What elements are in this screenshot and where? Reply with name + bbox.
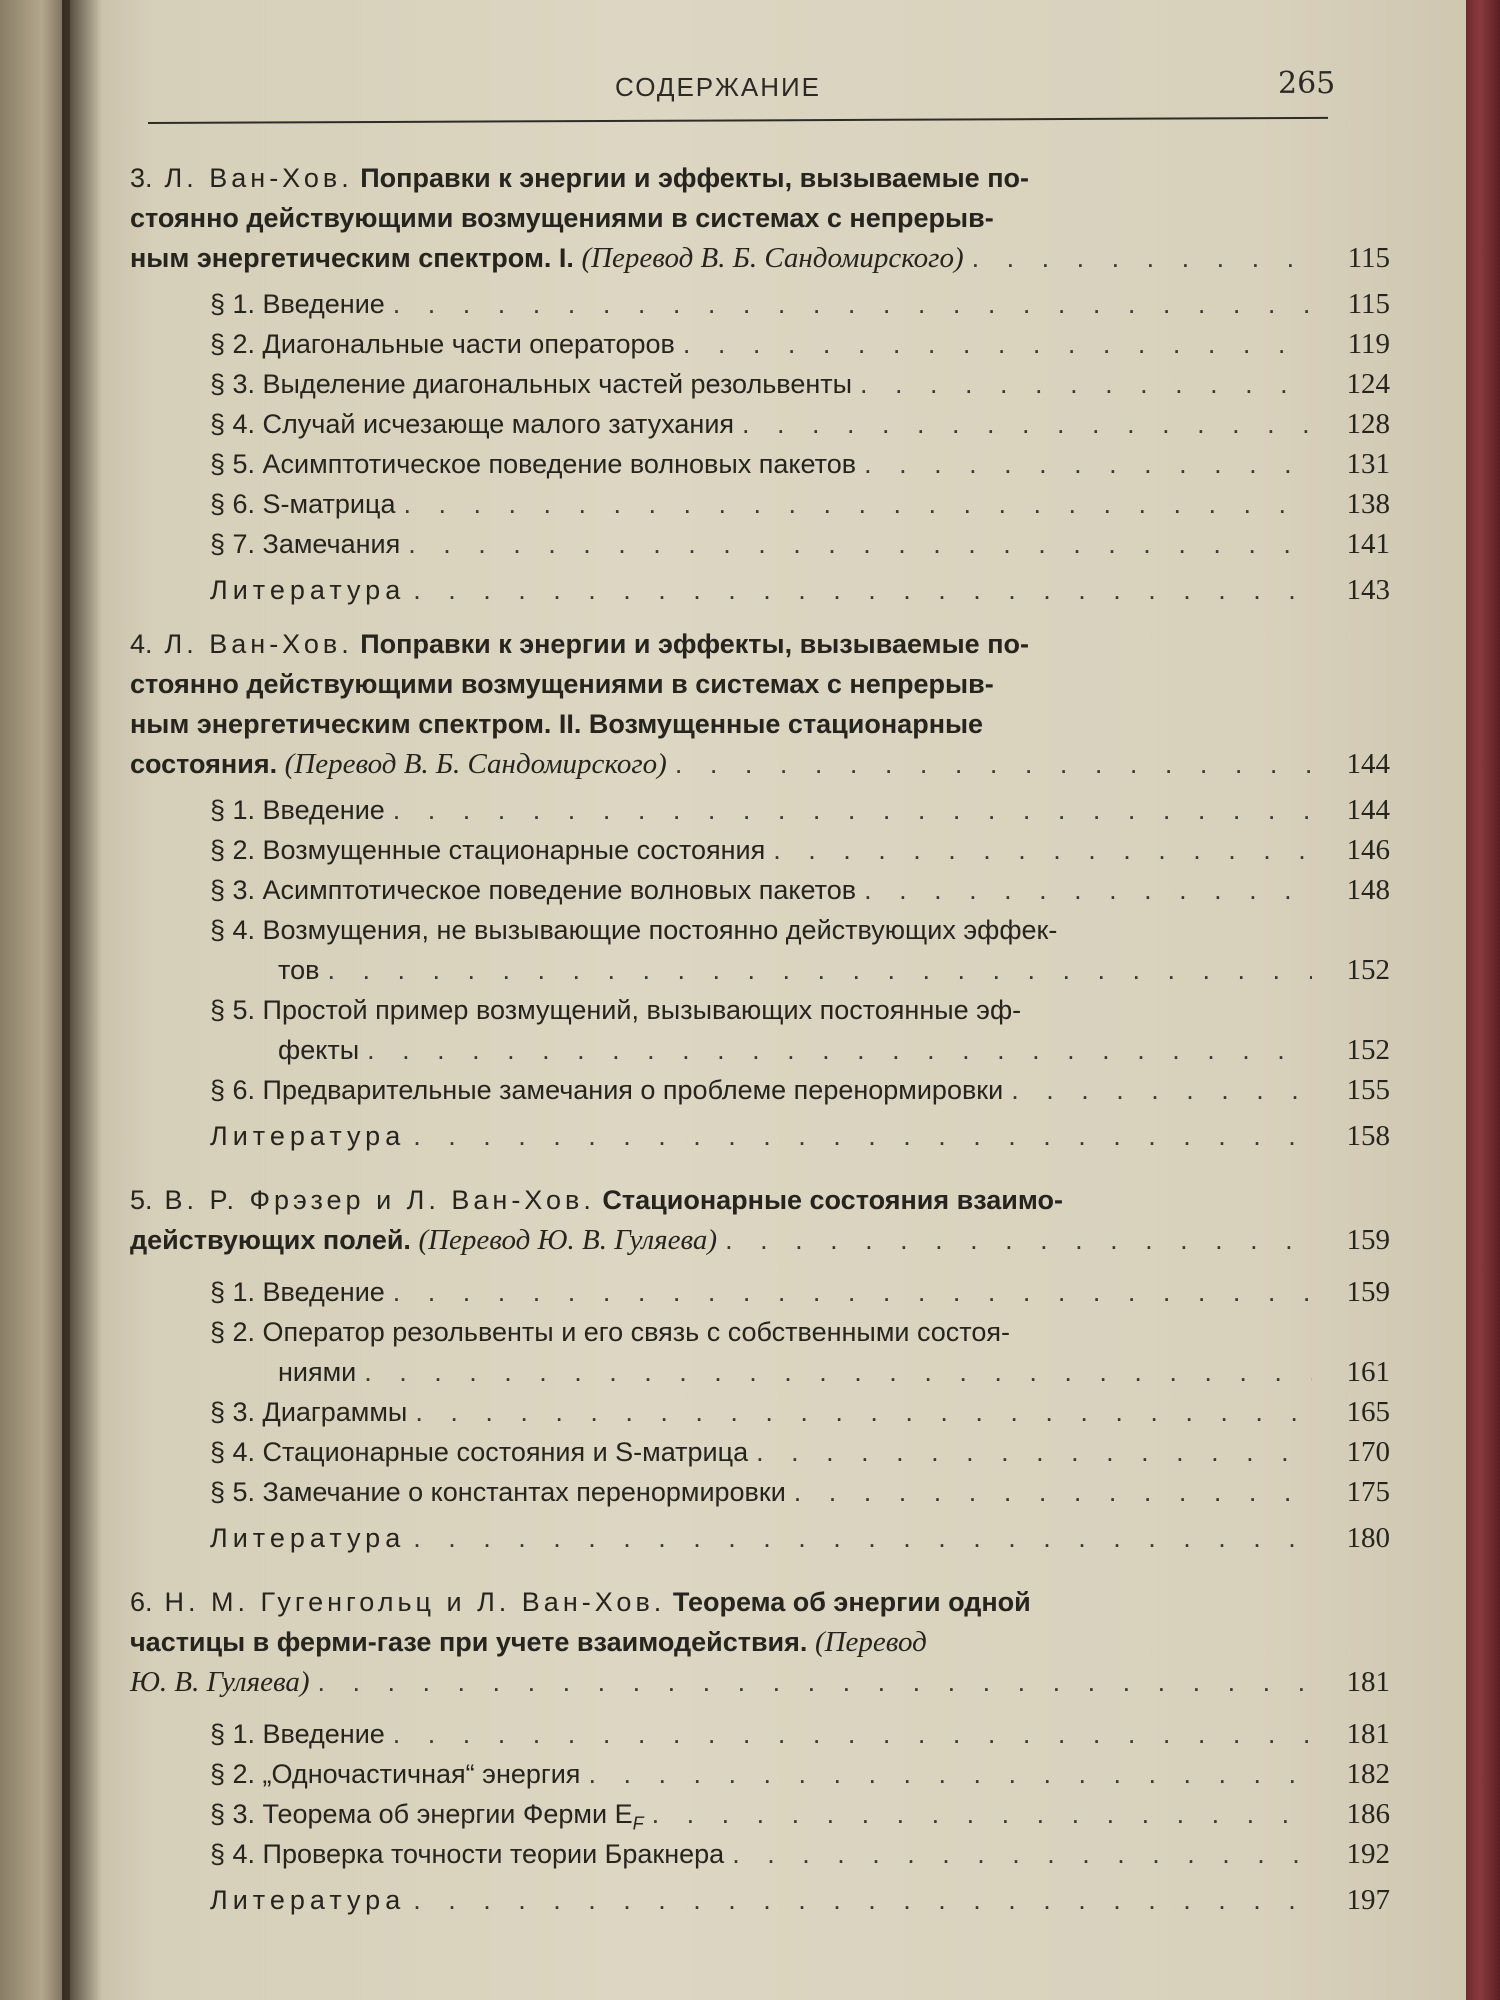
leader-dots (860, 364, 1312, 404)
section-label: § 3. Теорема об энергии Ферми $E_F$ (210, 1799, 644, 1834)
section-page: 175 (1346, 1476, 1390, 1508)
section-item (210, 910, 1390, 990)
toc-entry-5 (130, 1180, 1390, 1558)
section-label: § 3. Выделение диагональных частей резольвенты (210, 369, 853, 399)
section-list (210, 790, 1390, 1110)
leader-dots (413, 570, 1312, 610)
table-of-contents (130, 158, 1390, 1934)
entry-page: 159 (1346, 1224, 1390, 1256)
leader-dots (318, 1662, 1312, 1702)
section-page: 148 (1346, 874, 1390, 906)
entry-title (130, 158, 1390, 278)
section-label: § 1. Введение (210, 289, 385, 319)
left-page-edge (0, 0, 70, 2000)
toc-entry-4 (130, 624, 1390, 1156)
section-page: 124 (1346, 368, 1390, 400)
leader-dots (393, 284, 1312, 324)
section-label: § 4. Стационарные состояния и S-матрица (210, 1437, 749, 1467)
section-page: 182 (1346, 1758, 1390, 1790)
entry-author: Н. М. Гугенгольц и Л. Ван-Хов. (164, 1587, 666, 1617)
section-page: 155 (1346, 1074, 1390, 1106)
section-item (210, 444, 1390, 484)
section-label: § 2. Оператор резольвенты и его связь с собственными состоя- (210, 1317, 1010, 1347)
entry-author: Л. Ван-Хов. (164, 629, 353, 659)
entry-author: В. Р. Фрэзер и Л. Ван-Хов. (164, 1185, 595, 1215)
section-item (210, 830, 1390, 870)
literature-item (210, 1518, 1390, 1558)
entry-title-line: Поправки к энергии и эффекты, вызываемые по- (360, 629, 1029, 659)
section-page: 144 (1346, 794, 1390, 826)
leader-dots (683, 324, 1312, 364)
section-list (210, 284, 1390, 564)
section-page: 159 (1346, 1276, 1390, 1308)
section-item (210, 404, 1390, 444)
section-item (210, 790, 1390, 830)
section-label: § 4. Возмущения, не вызывающие постоянно действующих эффек- (210, 915, 1058, 945)
section-page: 161 (1346, 1356, 1390, 1388)
section-item (210, 1754, 1390, 1794)
entry-title-line: Поправки к энергии и эффекты, вызываемые по- (360, 163, 1029, 193)
section-label: § 6. Предварительные замечания о проблеме перенормировки (210, 1075, 1004, 1105)
section-label: § 5. Замечание о константах перенормировки (210, 1477, 786, 1507)
literature-page: 158 (1346, 1120, 1390, 1152)
leader-dots (413, 1880, 1312, 1920)
entry-title-line: стоянно действующими возмущениями в системах с непрерыв- (130, 669, 994, 699)
entry-title-line: стоянно действующими возмущениями в системах с непрерыв- (130, 203, 994, 233)
leader-dots (864, 444, 1312, 484)
literature-page: 180 (1346, 1522, 1390, 1554)
section-item (210, 1272, 1390, 1312)
section-label-cont: фекты (278, 1035, 360, 1065)
section-page: 186 (1346, 1798, 1390, 1830)
entry-number: 3. (130, 163, 153, 193)
page-number: 265 (1278, 66, 1336, 101)
literature-item (210, 570, 1390, 610)
section-page: 115 (1347, 288, 1390, 320)
section-item (210, 1392, 1390, 1432)
section-label-cont: тов (278, 955, 320, 985)
section-page: 119 (1347, 328, 1390, 360)
leader-dots (588, 1754, 1312, 1794)
leader-dots (652, 1794, 1312, 1834)
entry-title (130, 1582, 1390, 1702)
leader-dots (413, 1518, 1312, 1558)
entry-translator: Ю. В. Гуляева) (130, 1666, 310, 1698)
entry-author: Л. Ван-Хов. (164, 163, 353, 193)
literature-item (210, 1880, 1390, 1920)
section-item (210, 1794, 1390, 1834)
section-label: § 5. Асимптотическое поведение волновых пакетов (210, 449, 857, 479)
entry-number: 4. (130, 629, 153, 659)
literature-label: Литература (210, 1523, 406, 1553)
entry-number: 6. (130, 1587, 153, 1617)
section-page: 152 (1346, 954, 1390, 986)
section-page: 128 (1346, 408, 1390, 440)
section-page: 131 (1346, 448, 1390, 480)
leader-dots (732, 1834, 1312, 1874)
entry-title-line: ным энергетическим спектром. II. Возмущенные стационарные (130, 709, 984, 739)
section-item (210, 870, 1390, 910)
section-page: 165 (1346, 1396, 1390, 1428)
literature-label: Литература (210, 575, 406, 605)
leader-dots (403, 484, 1312, 524)
section-label-cont: ниями (278, 1357, 357, 1387)
entry-title-line: ным энергетическим спектром. I. (130, 243, 574, 273)
section-label: § 1. Введение (210, 795, 385, 825)
section-item (210, 1312, 1390, 1392)
leader-dots (364, 1352, 1312, 1392)
leader-dots (742, 404, 1312, 444)
section-page: 138 (1346, 488, 1390, 520)
leader-dots (794, 1472, 1312, 1512)
section-item (210, 484, 1390, 524)
section-item (210, 1714, 1390, 1754)
leader-dots (367, 1030, 1312, 1070)
section-item (210, 1070, 1390, 1110)
section-item (210, 364, 1390, 404)
toc-entry-6 (130, 1582, 1390, 1920)
header-rule (148, 117, 1328, 124)
entry-page: 144 (1346, 748, 1390, 780)
leader-dots (675, 744, 1312, 784)
section-page: 146 (1346, 834, 1390, 866)
entry-number: 5. (130, 1185, 153, 1215)
toc-entry-3 (130, 158, 1390, 610)
leader-dots (413, 1116, 1312, 1156)
section-page: 152 (1346, 1034, 1390, 1066)
section-label: § 3. Асимптотическое поведение волновых пакетов (210, 875, 857, 905)
literature-label: Литература (210, 1885, 406, 1915)
section-label: § 4. Проверка точности теории Бракнера (210, 1839, 725, 1869)
section-list (210, 1272, 1390, 1512)
cover-edge (1466, 0, 1500, 2000)
leader-dots (864, 870, 1312, 910)
entry-page: 181 (1346, 1666, 1390, 1698)
entry-title-line: частицы в ферми-газе при учете взаимодействия. (130, 1627, 808, 1657)
section-label: § 2. Диагональные части операторов (210, 329, 675, 359)
section-item (210, 524, 1390, 564)
leader-dots (756, 1432, 1312, 1472)
entry-title-line: состояния. (130, 749, 278, 779)
entry-title-line: действующих полей. (130, 1225, 411, 1255)
section-page: 141 (1346, 528, 1390, 560)
section-page: 181 (1346, 1718, 1390, 1750)
section-item (210, 1432, 1390, 1472)
leader-dots (327, 950, 1312, 990)
section-item (210, 1834, 1390, 1874)
leader-dots (393, 790, 1312, 830)
leader-dots (393, 1272, 1312, 1312)
section-label: § 1. Введение (210, 1277, 385, 1307)
book-page (70, 0, 1466, 2000)
section-label: § 5. Простой пример возмущений, вызывающих постоянные эф- (210, 995, 1022, 1025)
section-item (210, 284, 1390, 324)
section-label: § 3. Диаграммы (210, 1397, 408, 1427)
section-label: § 2. „Одночастичная“ энергия (210, 1759, 581, 1789)
literature-page: 143 (1346, 574, 1390, 606)
book-gutter-shadow (62, 0, 102, 2000)
leader-dots (725, 1220, 1312, 1260)
section-label: § 2. Возмущенные стационарные состояния (210, 835, 766, 865)
entry-title (130, 1180, 1390, 1260)
leader-dots (393, 1714, 1312, 1754)
entry-translator: (Перевод В. Б. Сандомирского) (284, 748, 667, 780)
literature-label: Литература (210, 1121, 406, 1151)
section-label: § 4. Случай исчезающе малого затухания (210, 409, 735, 439)
entry-page: 115 (1347, 242, 1390, 274)
section-item (210, 324, 1390, 364)
section-label: § 7. Замечания (210, 529, 401, 559)
section-label: § 1. Введение (210, 1719, 385, 1749)
section-page: 170 (1346, 1436, 1390, 1468)
section-item (210, 990, 1390, 1070)
entry-translator: (Перевод (814, 1626, 927, 1658)
section-label: § 6. S-матрица (210, 489, 396, 519)
leader-dots (1011, 1070, 1312, 1110)
leader-dots (408, 524, 1312, 564)
literature-page: 197 (1346, 1884, 1390, 1916)
running-header: СОДЕРЖАНИЕ (615, 72, 822, 102)
section-list (210, 1714, 1390, 1874)
literature-item (210, 1116, 1390, 1156)
entry-translator: (Перевод В. Б. Сандомирского) (581, 242, 964, 274)
section-page: 192 (1346, 1838, 1390, 1870)
entry-title-line: Стационарные состояния взаимо- (602, 1185, 1064, 1215)
leader-dots (773, 830, 1312, 870)
entry-translator: (Перевод Ю. В. Гуляева) (418, 1224, 718, 1256)
entry-title-line: Теорема об энергии одной (672, 1587, 1031, 1617)
leader-dots (415, 1392, 1312, 1432)
entry-title (130, 624, 1390, 784)
leader-dots (972, 238, 1312, 278)
section-item (210, 1472, 1390, 1512)
